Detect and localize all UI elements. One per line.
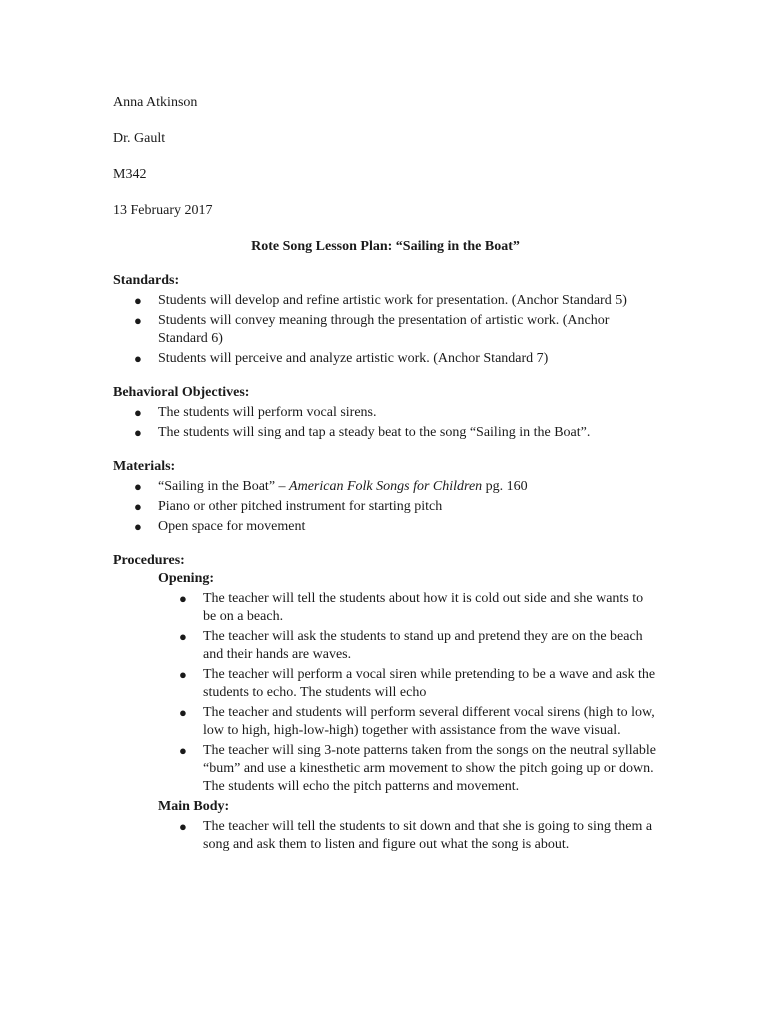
list-item: ● Piano or other pitched instrument for starting pitch xyxy=(134,499,443,514)
bullet-icon: ● xyxy=(179,819,187,834)
date: 13 February 2017 xyxy=(113,203,213,218)
list-item: ● Students will develop and refine artistic work for presentation. (Anchor Standard 5) xyxy=(134,293,627,308)
list-item: ● The students will sing and tap a steady beat to the song “Sailing in the Boat”. xyxy=(134,425,591,440)
list-item: ● Open space for movement xyxy=(134,519,306,534)
list-item: ● The teacher and students will perform several different vocal sirens (high to low, low to high, high-low-high) together with assistance from the wave visual. xyxy=(179,705,655,738)
bullet-icon: ● xyxy=(134,405,142,420)
bullet-icon: ● xyxy=(134,425,142,440)
objectives-heading: Behavioral Objectives: xyxy=(113,385,250,400)
materials-heading: Materials: xyxy=(113,459,176,474)
list-item: ● The teacher will tell the students about how it is cold out side and she wants to be on a beach. xyxy=(179,591,644,624)
bullet-icon: ● xyxy=(179,629,187,644)
objectives-list xyxy=(113,404,658,442)
list-item: ● The teacher will perform a vocal siren while pretending to be a wave and ask the students to echo. The students will echo xyxy=(179,667,656,700)
list-item: ● The students will perform vocal sirens. xyxy=(134,405,377,420)
bullet-icon: ● xyxy=(179,743,187,758)
bullet-icon: ● xyxy=(134,351,142,366)
opening-heading: Opening: xyxy=(158,571,215,586)
main-body-heading: Main Body: xyxy=(158,799,230,814)
bullet-icon: ● xyxy=(134,499,142,514)
author-name: Anna Atkinson xyxy=(113,95,198,110)
standards-section xyxy=(113,272,658,368)
opening-list xyxy=(113,590,658,796)
main-body-list xyxy=(113,818,658,854)
course-code: M342 xyxy=(113,167,147,182)
procedures-section xyxy=(113,552,658,854)
list-item: ● The teacher will sing 3-note patterns taken from the songs on the neutral syllable “bum” and use a kinesthetic arm movement to show the pitch going up or down. The students will echo the pitch patterns and movement. xyxy=(179,743,656,794)
instructor-name: Dr. Gault xyxy=(113,131,166,146)
materials-section xyxy=(113,458,658,536)
list-item: ● Students will perceive and analyze artistic work. (Anchor Standard 7) xyxy=(134,351,549,366)
list-item: ● Students will convey meaning through the presentation of artistic work. (Anchor Standard 6) xyxy=(134,313,610,346)
document-title: Rote Song Lesson Plan: “Sailing in the Boat” xyxy=(251,239,520,254)
document-page xyxy=(113,94,658,856)
materials-list xyxy=(113,478,658,536)
book-title: American Folk Songs for Children xyxy=(289,479,483,494)
bullet-icon: ● xyxy=(134,519,142,534)
bullet-icon: ● xyxy=(134,293,142,308)
list-item: ● The teacher will ask the students to stand up and pretend they are on the beach and their hands are waves. xyxy=(179,629,643,662)
list-item: ● The teacher will tell the students to sit down and that she is going to sing them a song and ask them to listen and figure out what the song is about. xyxy=(179,819,653,852)
bullet-icon: ● xyxy=(179,591,187,606)
standards-heading: Standards: xyxy=(113,273,180,288)
standards-list xyxy=(113,292,658,368)
bullet-icon: ● xyxy=(134,313,142,328)
list-item: ● “Sailing in the Boat” – American Folk Songs for Children pg. 160 xyxy=(134,479,528,494)
objectives-section xyxy=(113,384,658,442)
bullet-icon: ● xyxy=(179,705,187,720)
bullet-icon: ● xyxy=(134,479,142,494)
procedures-heading: Procedures: xyxy=(113,553,185,568)
bullet-icon: ● xyxy=(179,667,187,682)
